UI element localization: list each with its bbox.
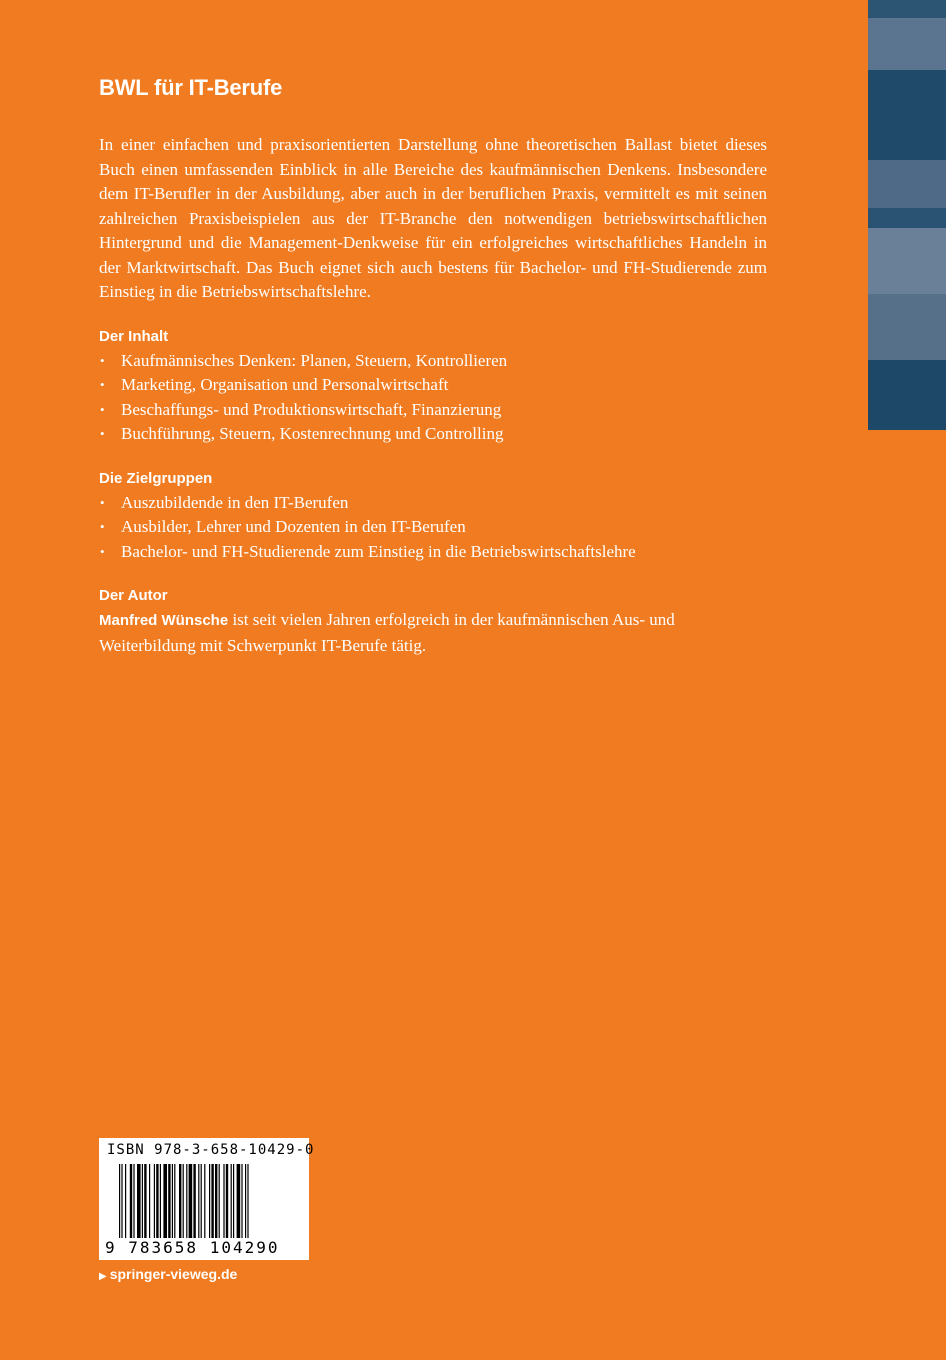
back-cover-text — [99, 70, 767, 658]
list-item-text: Bachelor- und FH-Studierende zum Einstieg in die Betriebswirtschaftslehre — [121, 541, 636, 561]
list-item-text: Kaufmännisches Denken: Planen, Steuern, Kontrollieren — [121, 350, 508, 370]
list-item — [99, 491, 767, 516]
author-name: Manfred Wünsche — [99, 612, 229, 629]
list-item — [99, 515, 767, 540]
list-item — [99, 373, 767, 398]
triangle-right-icon: ▶ — [99, 1271, 107, 1282]
publisher-url-text: springer-vieweg.de — [109, 1266, 238, 1282]
barcode-bars — [119, 1164, 297, 1238]
contents-list — [99, 349, 767, 447]
list-item-text: Beschaffungs- und Produktionswirtschaft, Finanzierung — [121, 399, 502, 419]
contents-heading: Der Inhalt — [99, 327, 169, 345]
list-item — [99, 540, 767, 565]
decorative-color-band — [868, 0, 946, 430]
list-item — [99, 349, 767, 374]
isbn-number: ISBN 978-3-658-10429-0 — [107, 1142, 315, 1158]
bullet-icon: • — [100, 401, 105, 417]
audience-heading: Die Zielgruppen — [99, 469, 213, 487]
author-paragraph — [99, 608, 767, 658]
list-item-text: Buchführung, Steuern, Kostenrechnung und Controlling — [121, 424, 504, 443]
book-title: BWL für IT-Berufe — [99, 75, 283, 100]
bullet-icon: • — [100, 352, 105, 368]
intro-paragraph: In einer einfachen und praxisorientierten Darstellung ohne theoretischen Ballast bietet dieses Buch einen umfassenden Einblick in alle Bereiche des kaufmännischen Denkens. Insbesondere dem IT-Berufler in der Ausbildung, aber auch in der beruflichen Praxis, vermittelt es mit seinen zahlreichen Praxisbeispielen aus der IT-Branche den notwendigen betriebswirtschaftlichen Hintergrund und die Management-Denkweise für ein erfolgreiches wirtschaftliches Handeln in der Marktwirtschaft. Das Buch eignet sich auch bestens für Bachelor- und FH-Studierende zum Einstieg in die Betriebswirtschaftslehre. — [99, 135, 767, 301]
list-item — [99, 398, 767, 423]
bullet-icon: • — [100, 519, 105, 534]
bullet-icon: • — [100, 543, 105, 559]
bullet-icon: • — [100, 377, 105, 392]
author-heading: Der Autor — [99, 587, 168, 604]
audience-list — [99, 491, 767, 565]
list-item — [99, 422, 767, 447]
list-item-text: Marketing, Organisation und Personalwirtschaft — [121, 375, 449, 394]
bullet-icon: • — [100, 494, 105, 510]
bullet-icon: • — [100, 426, 105, 441]
isbn-barcode — [99, 1138, 315, 1260]
list-item-text: Auszubildende in den IT-Berufen — [121, 492, 349, 512]
ean-number: 9 783658 104290 — [105, 1238, 280, 1257]
publisher-url[interactable] — [99, 1266, 237, 1282]
list-item-text: Ausbilder, Lehrer und Dozenten in den IT-Berufen — [121, 517, 466, 536]
author-bio: ist seit vielen Jahren erfolgreich in der kaufmännischen Aus- und Weiterbildung mit Schwerpunkt IT-Berufe tätig. — [99, 610, 675, 655]
